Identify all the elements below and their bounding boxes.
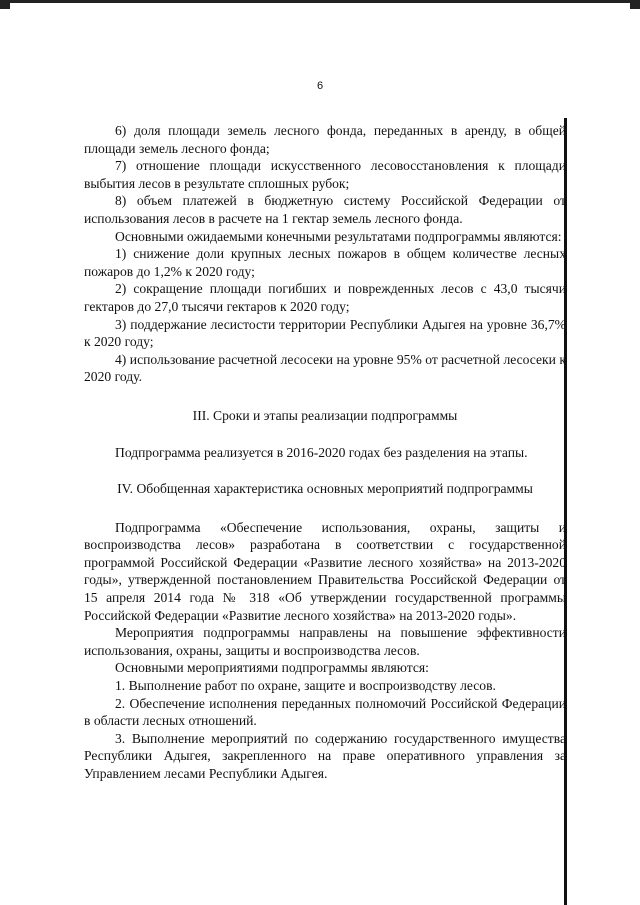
- section-4-heading: IV. Обобщенная характеристика основных мероприятий подпрограммы: [117, 481, 533, 497]
- indicator-item: 6) доля площади земель лесного фонда, переданных в аренду, в общей площади земель лесного фонда;: [84, 123, 566, 156]
- section-4-paragraph: 3. Выполнение мероприятий по содержанию государственного имущества Республики Адыгея, закрепленного на праве оперативного управления за Управлением лесами Республики Адыгея.: [84, 730, 566, 781]
- indicator-item: 7) отношение площади искусственного лесовосстановления к площади выбытия лесов в результате сплошных рубок;: [84, 158, 566, 191]
- result-item: 3) поддержание лесистости территории Республики Адыгея на уровне 36,7% к 2020 году;: [84, 316, 566, 350]
- scan-top-border: [0, 0, 640, 3]
- section-4-paragraph: Основными мероприятиями подпрограммы являются:: [115, 660, 429, 676]
- result-item: 2) сокращение площади погибших и поврежденных лесов с 43,0 тысячи гектаров до 27,0 тысячи гектаров к 2020 году;: [84, 281, 566, 314]
- section-4-paragraph: Подпрограмма «Обеспечение использования, охраны, защиты и воспроизводства лесов» разработана в соответствии с государственной программой Российской Федерации «Развитие лесного хозяйства» на 2013-2020 годы», утвержденной постановлением Правительства Российской Федерации от 15 апреля 2014 года № 318 «Об утверждении государственной программы Российской Федерации «Развитие лесного хозяйства» на 2013-2020 годы».: [84, 519, 566, 623]
- section-4-paragraph: 1. Выполнение работ по охране, защите и воспроизводству лесов.: [115, 678, 496, 694]
- results-intro: Основными ожидаемыми конечными результатами подпрограммы являются:: [115, 228, 562, 244]
- scan-corner-mark: [0, 0, 10, 9]
- page-number: 6: [316, 80, 324, 92]
- scan-corner-mark: [630, 0, 640, 9]
- section-3-text: Подпрограмма реализуется в 2016-2020 годах без разделения на этапы.: [115, 444, 528, 460]
- section-4-paragraph: 2. Обеспечение исполнения переданных полномочий Российской Федерации в области лесных отношений.: [84, 695, 566, 729]
- result-item: 4) использование расчетной лесосеки на уровне 95% от расчетной лесосеки к 2020 году.: [84, 351, 566, 385]
- result-item: 1) снижение доли крупных лесных пожаров в общем количестве лесных пожаров до 1,2% к 2020 году;: [84, 246, 566, 279]
- section-4-paragraph: Мероприятия подпрограммы направлены на повышение эффективности использования, охраны, защиты и воспроизводства лесов.: [84, 625, 566, 658]
- document-body: [84, 122, 566, 783]
- indicator-item: 8) объем платежей в бюджетную систему Российской Федерации от использования лесов в расчете на 1 гектар земель лесного фонда.: [84, 193, 566, 226]
- section-3-heading: III. Сроки и этапы реализации подпрограммы: [192, 407, 458, 423]
